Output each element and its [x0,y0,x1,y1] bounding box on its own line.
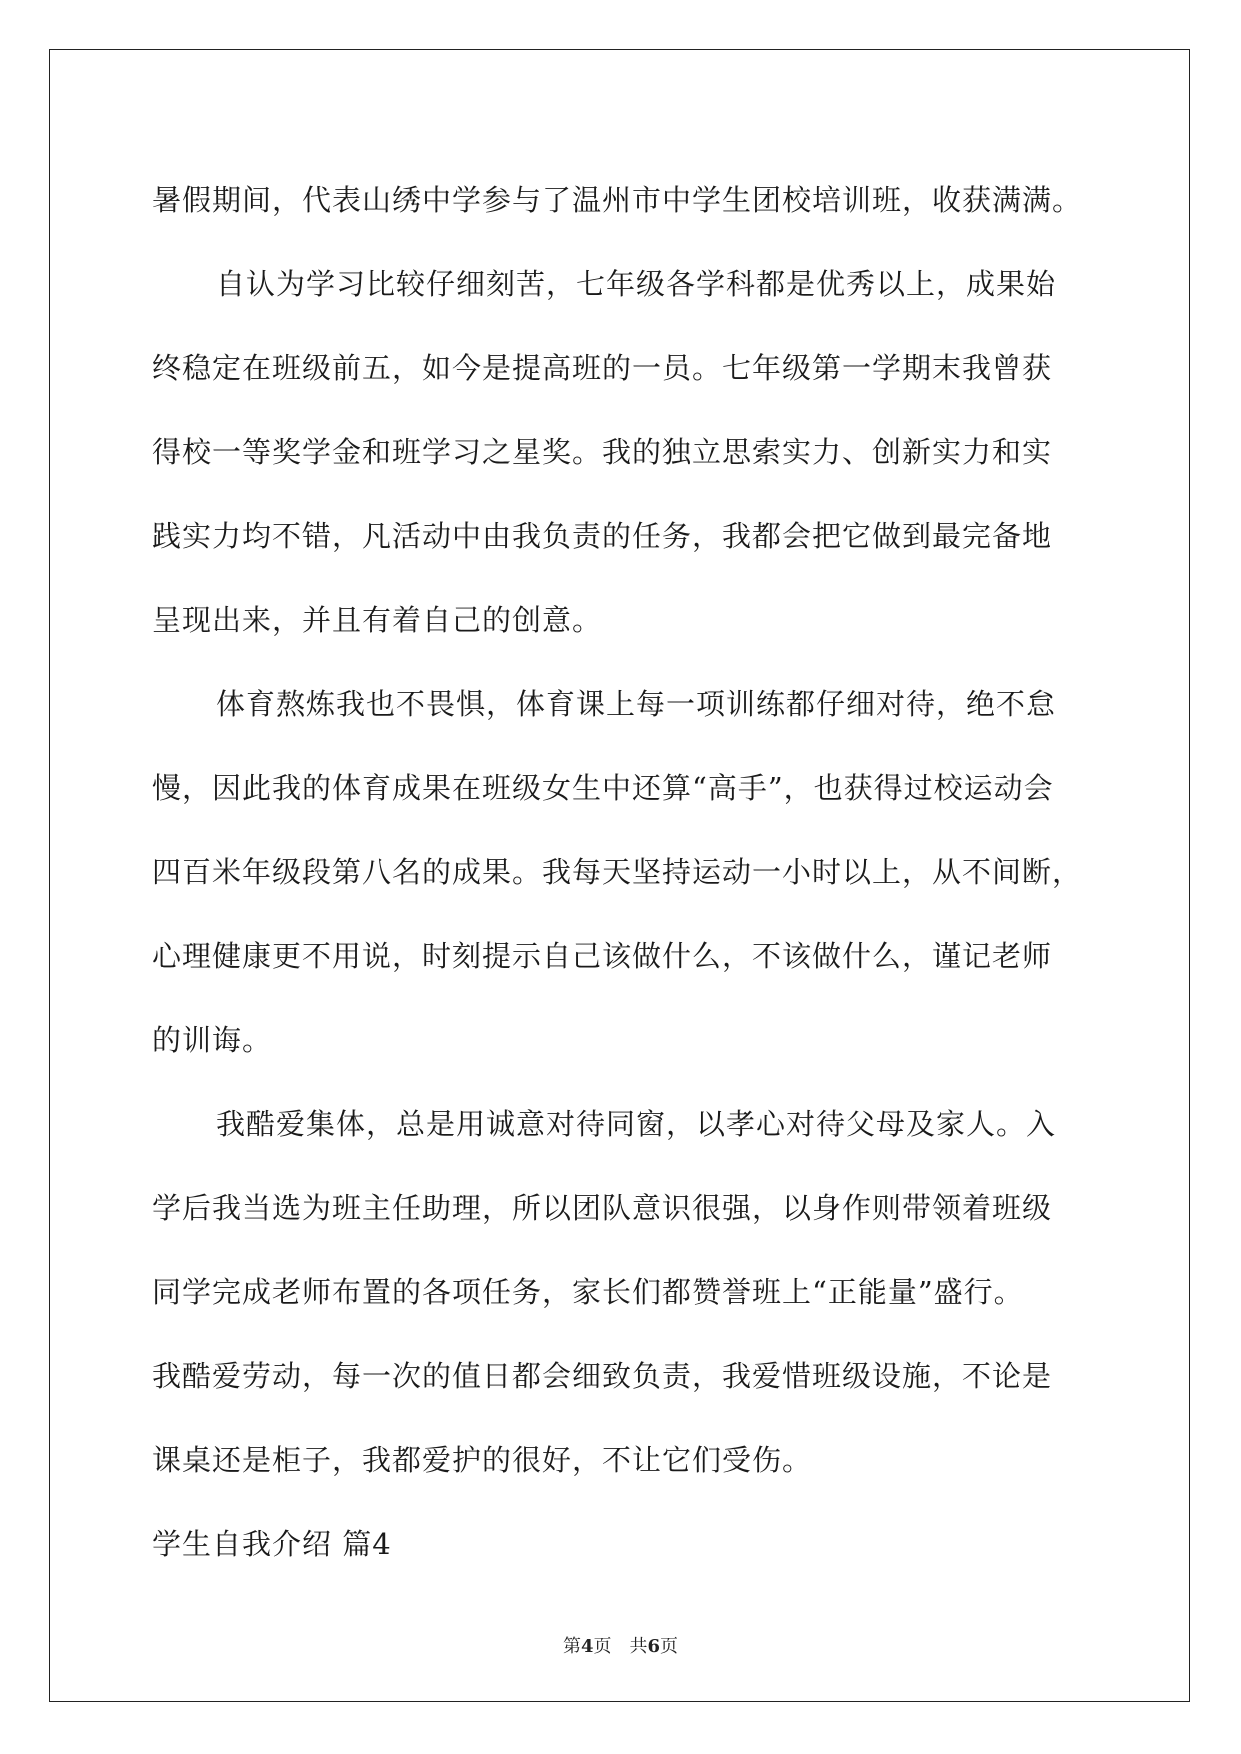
text-line: 暑假期间，代表山绣中学参与了温州市中学生团校培训班，收获满满。 [152,183,1083,217]
footer-middle: 页 共 [593,1636,648,1657]
text-line: 终稳定在班级前五，如今是提高班的一员。七年级第一学期末我曾获 [152,351,1053,385]
text-line: 呈现出来，并且有着自己的创意。 [152,603,603,637]
footer-prefix: 第 [562,1636,581,1657]
document-body [152,158,1092,1586]
page-footer [0,1632,1241,1658]
text-line: 慢，因此我的体育成果在班级女生中还算“高手”，也获得过校运动会 [152,771,1054,805]
text-line: 的训诲。 [152,1023,273,1057]
text-line: 课桌还是柜子，我都爱护的很好，不让它们受伤。 [152,1443,813,1477]
text-line: 我酷爱劳动，每一次的值日都会细致负责，我爱惜班级设施，不论是 [152,1359,1053,1393]
footer-suffix: 页 [660,1636,679,1657]
current-page-number: 4 [580,1636,594,1657]
section-heading: 学生自我介绍 篇4 [152,1527,392,1561]
text-line: 四百米年级段第八名的成果。我每天坚持运动一小时以上，从不间断， [152,855,1083,889]
text-line: 学后我当选为班主任助理，所以团队意识很强，以身作则带领着班级 [152,1191,1053,1225]
text-line: 同学完成老师布置的各项任务，家长们都赞誉班上“正能量”盛行。 [152,1275,1024,1309]
text-line: 自认为学习比较仔细刻苦，七年级各学科都是优秀以上，成果始 [216,267,1057,301]
text-line: 我酷爱集体，总是用诚意对待同窗，以孝心对待父母及家人。入 [216,1107,1057,1141]
total-page-number: 6 [647,1636,661,1657]
text-line: 得校一等奖学金和班学习之星奖。我的独立思索实力、创新实力和实 [152,435,1053,469]
text-line: 心理健康更不用说，时刻提示自己该做什么，不该做什么，谨记老师 [152,939,1053,973]
text-line: 体育熬炼我也不畏惧，体育课上每一项训练都仔细对待，绝不怠 [216,687,1057,721]
text-line: 践实力均不错，凡活动中由我负责的任务，我都会把它做到最完备地 [152,519,1053,553]
